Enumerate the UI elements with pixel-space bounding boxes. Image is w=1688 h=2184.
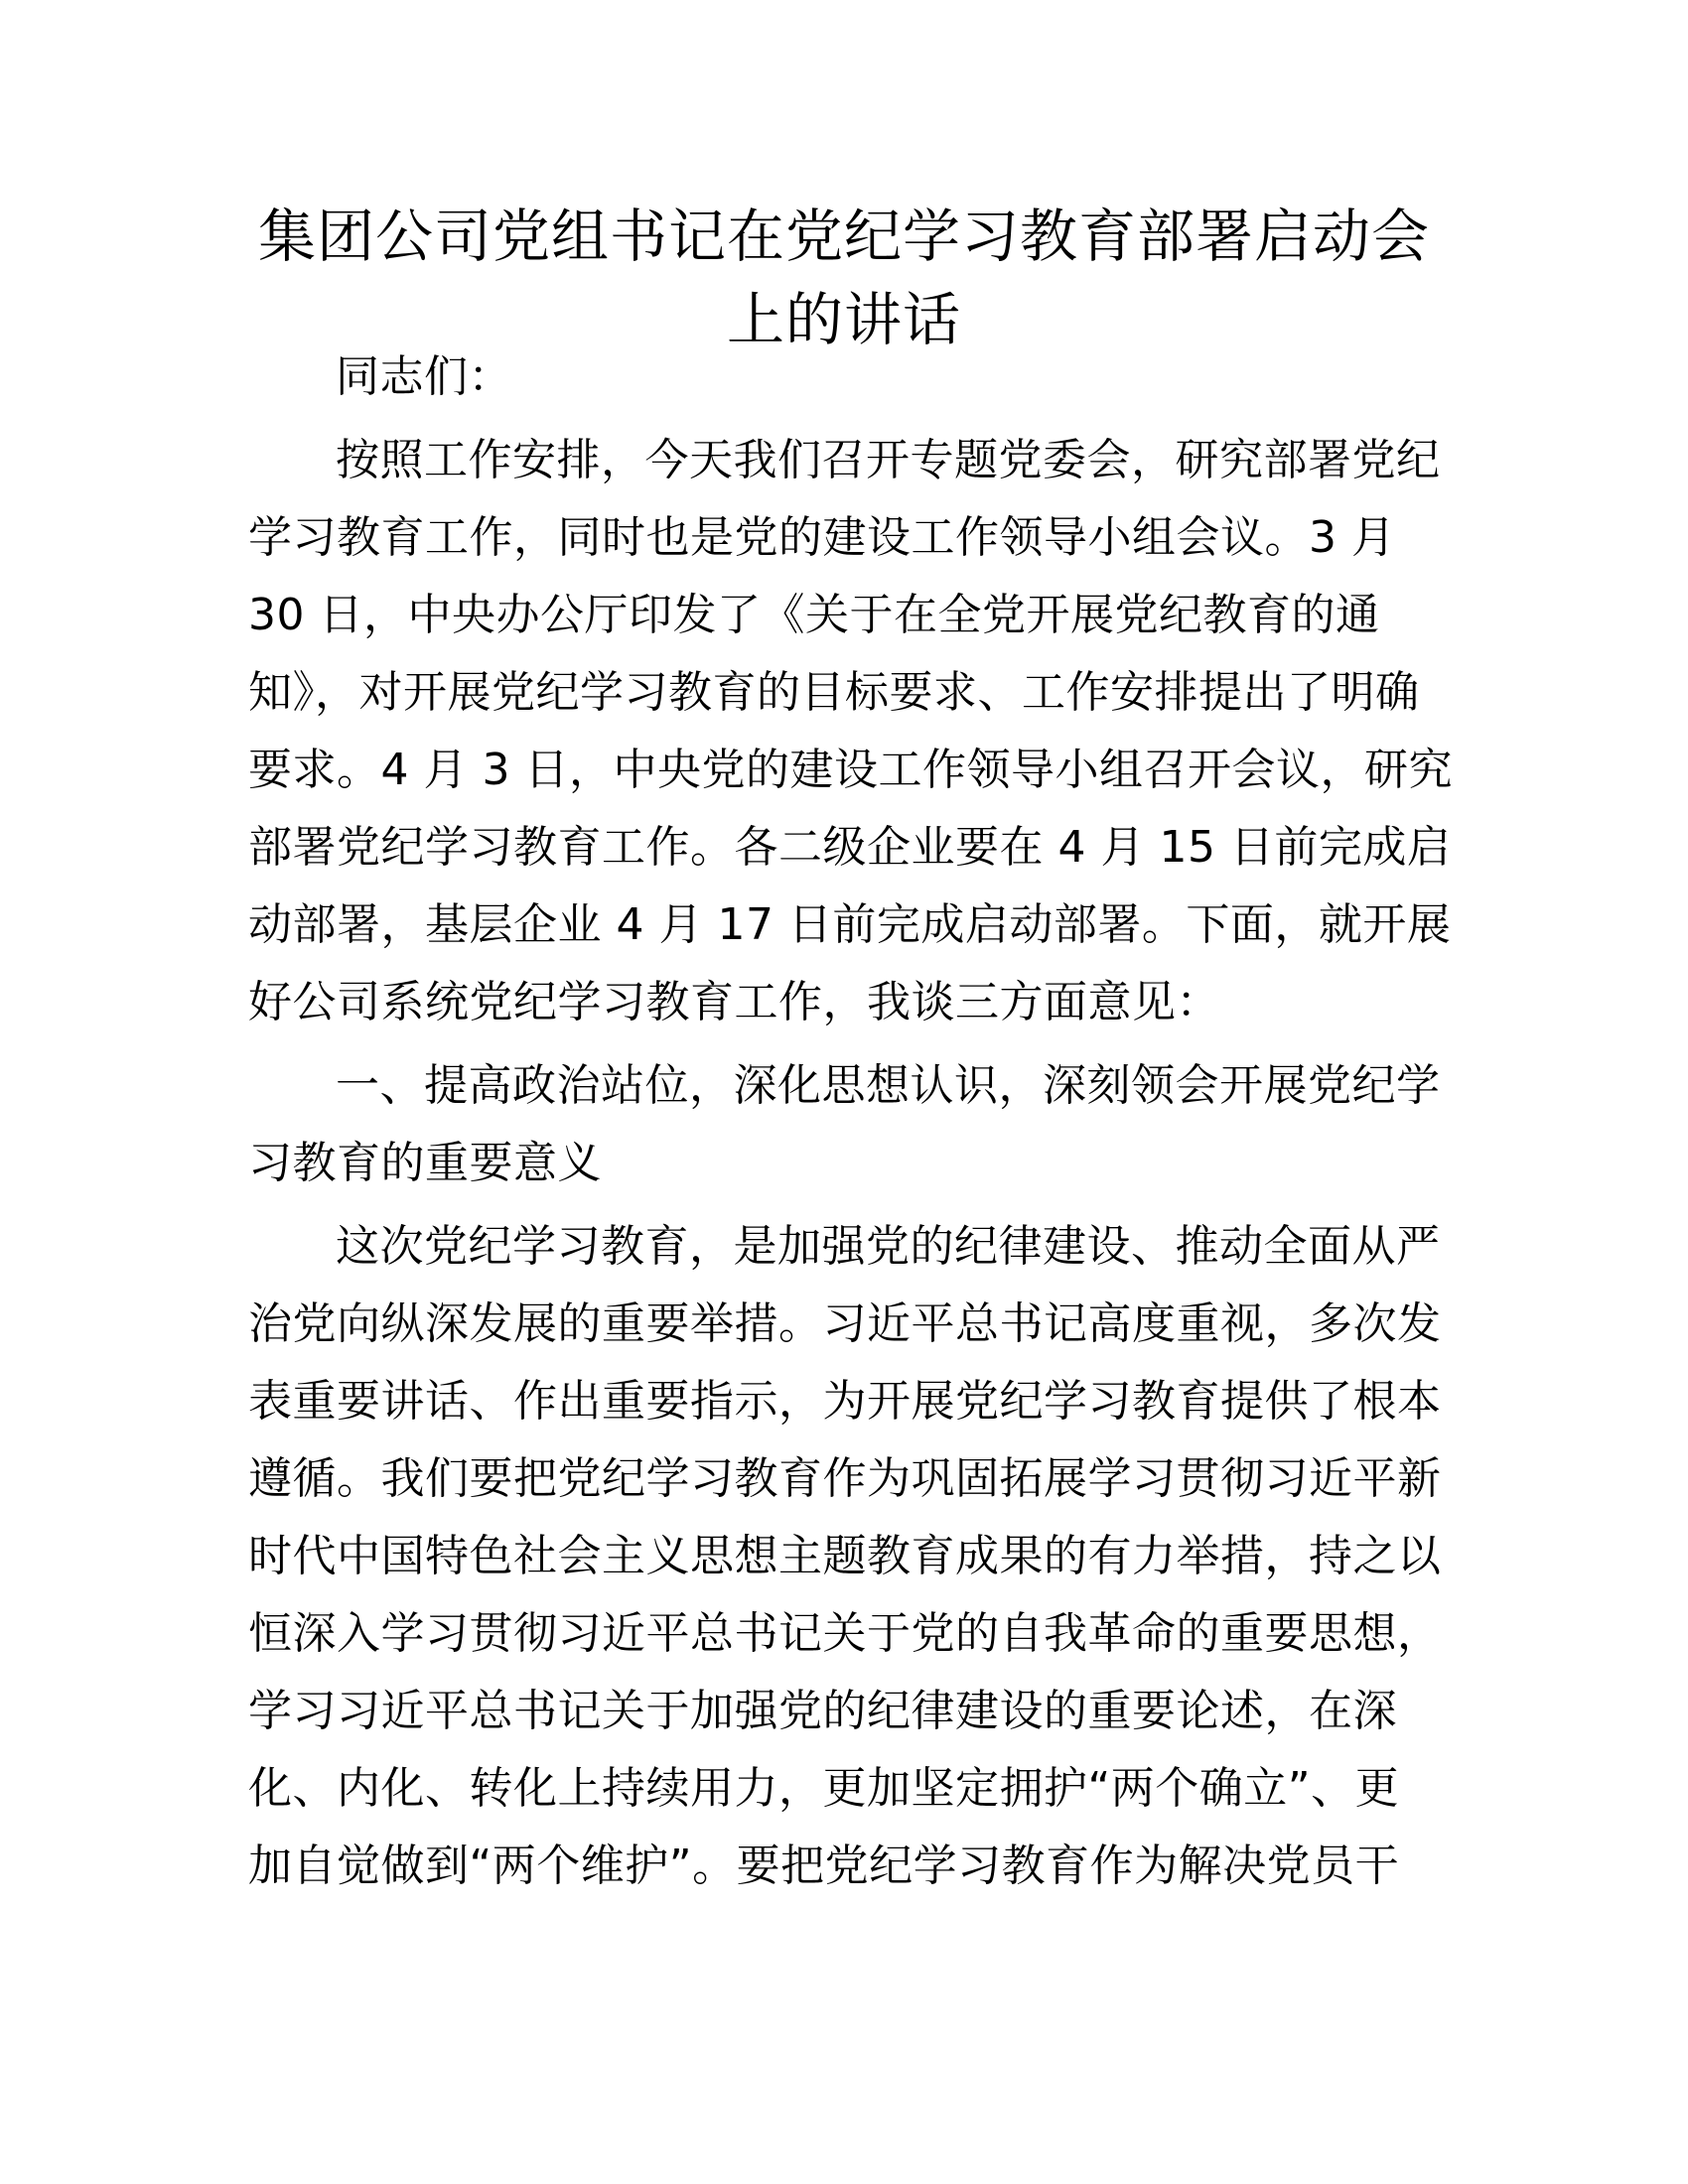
text-line: 化、内化、转化上持续用力，更加坚定拥护“两个确立”、更 (248, 1763, 1400, 1814)
text-line: 动部署，基层企业 4 月 17 日前完成启动部署。下面，就开展 (248, 899, 1452, 950)
heading-line: 一、提高政治站位，深化思想认识，深刻领会开展党纪学 (336, 1060, 1441, 1111)
text-line: 知》，对开展党纪学习教育的目标要求、工作安排提出了明确 (248, 667, 1420, 718)
text-line: 这次党纪学习教育，是加强党的纪律建设、推动全面从严 (336, 1221, 1441, 1272)
text-line: 部署党纪学习教育工作。各二级企业要在 4 月 15 日前完成启 (248, 822, 1452, 873)
document-body (248, 339, 1453, 1905)
text-line: 学习习近平总书记关于加强党的纪律建设的重要论述，在深 (248, 1686, 1397, 1736)
title-line: 集团公司党组书记在党纪学习教育部署启动会 (257, 203, 1430, 270)
text-line: 好公司系统党纪学习教育工作，我谈三方面意见： (248, 977, 1220, 1027)
paragraph-2 (248, 1208, 1440, 1905)
text-line: 30 日，中央办公厅印发了《关于在全党开展党纪教育的通 (248, 590, 1380, 640)
text-line: 治党向纵深发展的重要举措。习近平总书记高度重视，多次发 (248, 1298, 1442, 1349)
paragraph-1 (248, 422, 1453, 1041)
heading-line: 习教育的重要意义 (248, 1138, 602, 1188)
document-title (238, 195, 1450, 361)
text-line: 按照工作安排，今天我们召开专题党委会，研究部署党纪 (336, 435, 1441, 485)
text-line: 学习教育工作，同时也是党的建设工作领导小组会议。3 月 (248, 512, 1396, 563)
text-line: 要求。4 月 3 日，中央党的建设工作领导小组召开会议，研究 (248, 745, 1453, 795)
text-line: 加自觉做到“两个维护”。要把党纪学习教育作为解决党员干 (248, 1841, 1400, 1891)
text-line: 时代中国特色社会主义思想主题教育成果的有力举措，持之以 (248, 1531, 1442, 1581)
text-line: 恒深入学习贯彻习近平总书记关于党的自我革命的重要思想， (248, 1608, 1442, 1659)
salutation: 同志们： (336, 351, 512, 402)
title-line: 上的讲话 (726, 286, 961, 353)
section-heading-1 (248, 1047, 1440, 1202)
text-line: 遵循。我们要把党纪学习教育作为巩固拓展学习贯彻习近平新 (248, 1453, 1442, 1504)
text-line: 表重要讲话、作出重要指示，为开展党纪学习教育提供了根本 (248, 1376, 1442, 1427)
